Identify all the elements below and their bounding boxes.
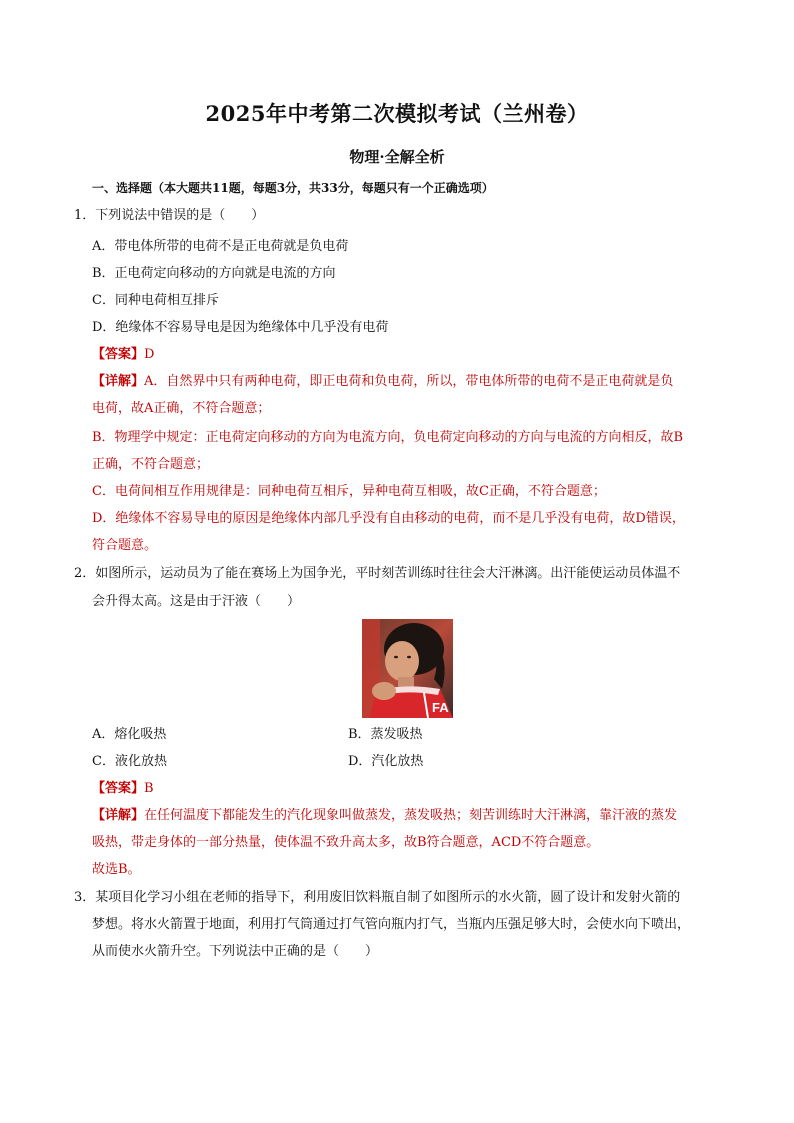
q1-detail-line-3: B．物理学中规定：正电荷定向移动的方向为电流方向，负电荷定向移动的方向与电流的方向相反，故B xyxy=(92,430,684,445)
q2-stem-line-1: 2．如图所示，运动员为了能在赛场上为国争光，平时刻苦训练时往往会大汗淋漓。出汗能使运动员体温不 xyxy=(74,566,681,581)
q1-detail-line-4: 正确，不符合题意； xyxy=(92,457,210,472)
q2-option-c: C．液化放热 xyxy=(92,754,167,769)
q1-option-b: B．正电荷定向移动的方向就是电流的方向 xyxy=(92,266,336,281)
q1-detail-text-1: A．自然界中只有两种电荷，即正电荷和负电荷，所以，带电体所带的电荷不是正电荷就是负 xyxy=(144,374,674,389)
section-heading: 一、选择题（本大题共11题，每题3分，共33分，每题只有一个正确选项） xyxy=(92,181,494,195)
q2-option-d: D．汽化放热 xyxy=(348,754,424,769)
q2-answer xyxy=(92,780,154,798)
q1-option-d: D．绝缘体不容易导电是因为绝缘体中几乎没有电荷 xyxy=(92,320,389,335)
q2-detail-line-1 xyxy=(92,807,677,825)
q2-detail-tag: 【详解】 xyxy=(92,808,145,823)
q3-stem-line-3: 从而使水火箭升空。下列说法中正确的是（ ） xyxy=(92,944,379,959)
q2-answer-value: B xyxy=(144,781,154,796)
q2-stem-line-2: 会升得太高。这是由于汗液（ ） xyxy=(92,594,301,609)
q1-answer-value: D xyxy=(144,347,155,362)
q2-option-a: A．熔化吸热 xyxy=(92,727,167,742)
page-title: 2025年中考第二次模拟考试（兰州卷） xyxy=(205,101,589,126)
q2-detail-line-2: 吸热，带走身体的一部分热量，使体温不致升高太多，故B符合题意，ACD不符合题意。 xyxy=(92,835,600,850)
q1-answer-tag: 【答案】 xyxy=(92,347,145,362)
q2-answer-tag: 【答案】 xyxy=(92,781,145,796)
q1-option-c: C．同种电荷相互排斥 xyxy=(92,293,219,308)
q1-detail-tag: 【详解】 xyxy=(92,374,145,389)
q1-detail-line-6: D．绝缘体不容易导电的原因是绝缘体内部几乎没有自由移动的电荷，而不是几乎没有电荷，故D错误， xyxy=(92,511,685,526)
athlete-photo xyxy=(362,619,453,718)
q1-detail-line-2: 电荷，故A正确，不符合题意； xyxy=(92,401,271,416)
q1-detail-line-1 xyxy=(92,373,673,391)
q1-detail-line-7: 符合题意。 xyxy=(92,538,158,553)
page-subtitle: 物理·全解全析 xyxy=(349,148,445,166)
q3-stem-line-2: 梦想。将水火箭置于地面，利用打气筒通过打气管向瓶内打气，当瓶内压强足够大时，会使水向下喷出， xyxy=(92,917,691,932)
q1-option-a: A．带电体所带的电荷不是正电荷就是负电荷 xyxy=(92,239,349,254)
q2-detail-line-3: 故选B。 xyxy=(92,862,141,877)
q3-stem-line-1: 3．某项目化学习小组在老师的指导下，利用废旧饮料瓶自制了如图所示的水火箭，圆了设计和发射火箭的 xyxy=(74,890,681,905)
q2-detail-text-1: 在任何温度下都能发生的汽化现象叫做蒸发，蒸发吸热；刻苦训练时大汗淋漓，靠汗液的蒸发 xyxy=(144,808,678,823)
jersey-lettering: FA xyxy=(432,700,449,715)
q1-answer xyxy=(92,346,154,364)
q1-detail-line-5: C．电荷间相互作用规律是：同种电荷互相斥，异种电荷互相吸，故C正确，不符合题意； xyxy=(92,484,606,499)
q1-stem: 1．下列说法中错误的是（ ） xyxy=(74,208,265,223)
q2-option-b: B．蒸发吸热 xyxy=(348,727,423,742)
